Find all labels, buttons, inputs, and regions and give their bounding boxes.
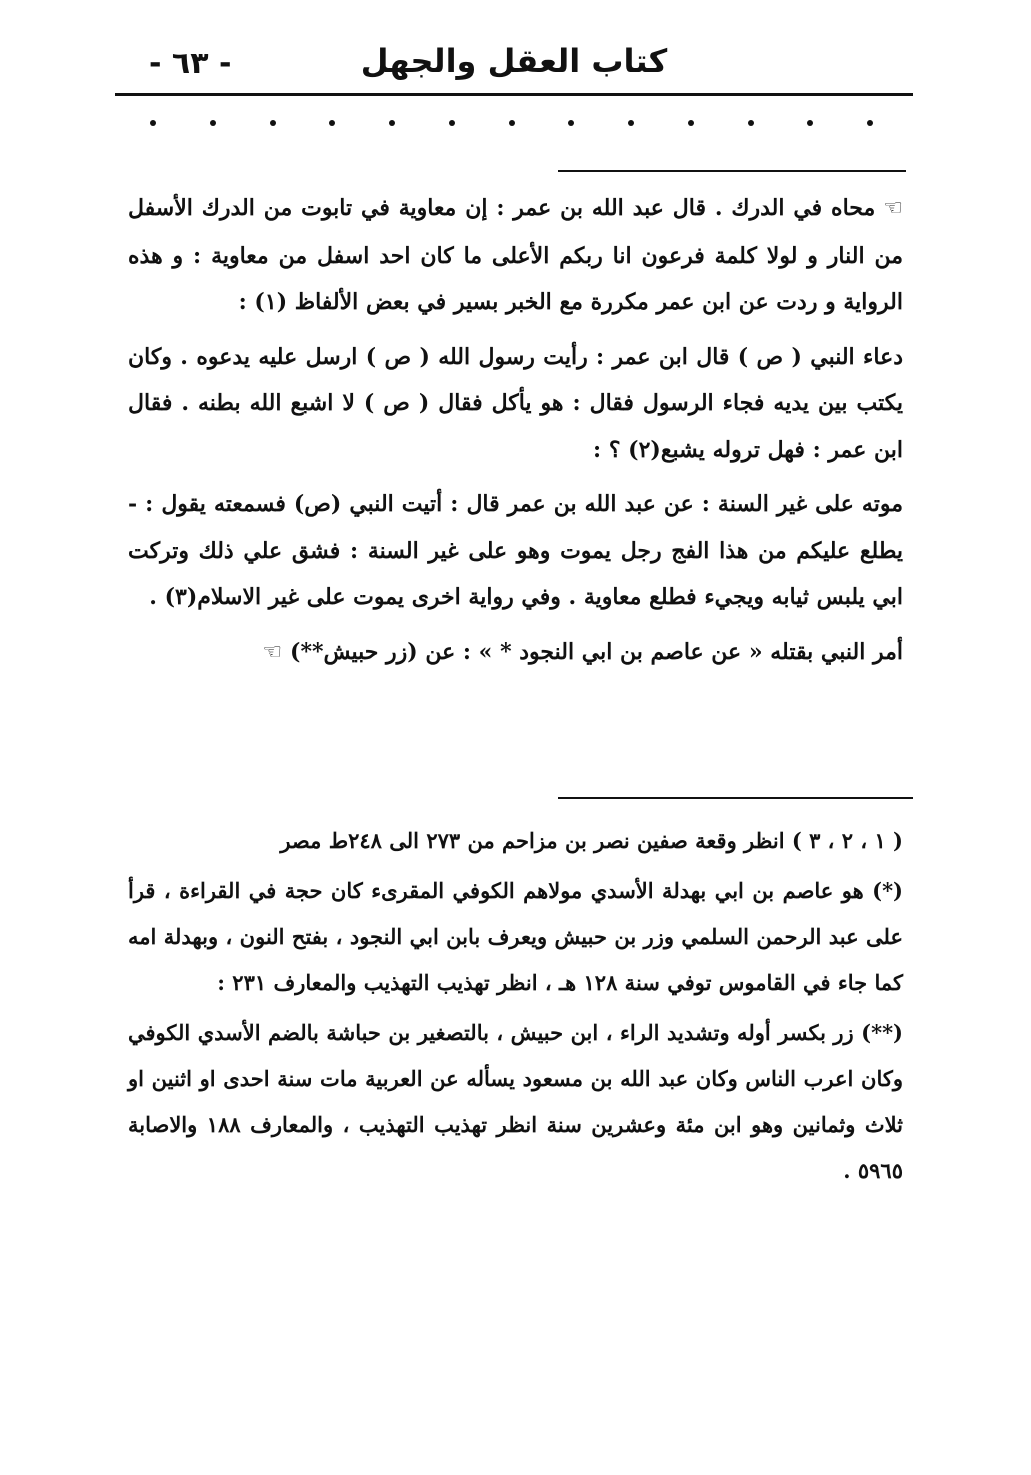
section-rule: [558, 170, 906, 172]
ornament-dot: [807, 120, 813, 126]
ornament-dot: [150, 120, 156, 126]
ornament-dot: [509, 120, 515, 126]
ornament-dot: [329, 120, 335, 126]
body-paragraph: دعاء النبي ( ص ) قال ابن عمر : رأيت رسول الله ( ص ) ارسل عليه يدعوه . وكان يكتب بين يديه فجاء الرسول فقال : هو يأكل فقال ( ص ) لا اشبع الله بطنه . فقال ابن عمر : فهل تروله يشبع(٢) ؟ :: [128, 343, 903, 463]
footnote-rule: [558, 797, 913, 799]
ornament-dot: [748, 120, 754, 126]
ornament-dot: [568, 120, 574, 126]
pointing-hand-icon: ☜: [883, 196, 903, 221]
page-number: - ٦٣ -: [149, 46, 232, 81]
page-header: [115, 38, 913, 90]
body-paragraph: أمر النبي بقتله « عن عاصم بن ابي النجود * » : عن (زر حبيش**)☜: [128, 629, 903, 677]
ornament-dot: [867, 120, 873, 126]
ornament-dot: [389, 120, 395, 126]
footnotes: [128, 818, 903, 1198]
ornament-dot: [449, 120, 455, 126]
footnote: (**) زر بكسر أوله وتشديد الراء ، ابن حبيش ، بالتصغير بن حباشة بالضم الأسدي الكوفي وكان اعرب الناس وكان عبد الله بن مسعود يسأله عن العربية مات سنة احدى او اثنين او ثلاث وثمانين وهو ابن مئة وعشرين سنة انظر تهذيب التهذيب ، والمعارف ١٨٨ والاصابة ٥٩٦٥ .: [128, 1020, 903, 1183]
ornament-dot: [628, 120, 634, 126]
body-paragraph: موته على غير السنة : عن عبد الله بن عمر قال : أتيت النبي (ص) فسمعته يقول : - يطلع عليكم من هذا الفج رجل يموت وهو على غير السنة : فشق علي ذلك وتركت ابي يلبس ثيابه ويجيء فطلع معاوية . وفي رواية اخرى يموت على غير الاسلام(٣) .: [128, 491, 903, 610]
pointing-hand-icon: ☜: [262, 639, 283, 665]
ornament-dot: [688, 120, 694, 126]
ornament-dot-row: [150, 120, 873, 140]
body-paragraph: ☜محاه في الدرك . قال عبد الله بن عمر : إن معاوية في تابوت من الدرك الأسفل من النار و لولا كلمة فرعون انا ربكم الأعلى ما كان احد اسفل من معاوية : و هذه الرواية و ردت عن ابن عمر مكررة مع الخبر بسير في بعض الألفاظ (١) :: [128, 185, 903, 326]
running-title: كتاب العقل والجهل: [360, 42, 668, 80]
body-text: [128, 185, 903, 676]
header-rule: [115, 93, 913, 96]
footnote: (*) هو عاصم بن ابي بهدلة الأسدي مولاهم الكوفي المقرىء كان حجة في القراءة ، قرأ على عبد الرحمن السلمي وزر بن حبيش ويعرف بابن ابي النجود ، بفتح النون ، وبهدلة امه كما جاء في القاموس توفي سنة ١٢٨ هـ ، انظر تهذيب التهذيب والمعارف ٢٣١ :: [128, 878, 903, 995]
footnote: ( ١ ، ٢ ، ٣ ) انظر وقعة صفين نصر بن مزاحم من ٢٧٣ الى ٢٤٨ط مصر: [280, 828, 903, 853]
ornament-dot: [210, 120, 216, 126]
ornament-dot: [270, 120, 276, 126]
